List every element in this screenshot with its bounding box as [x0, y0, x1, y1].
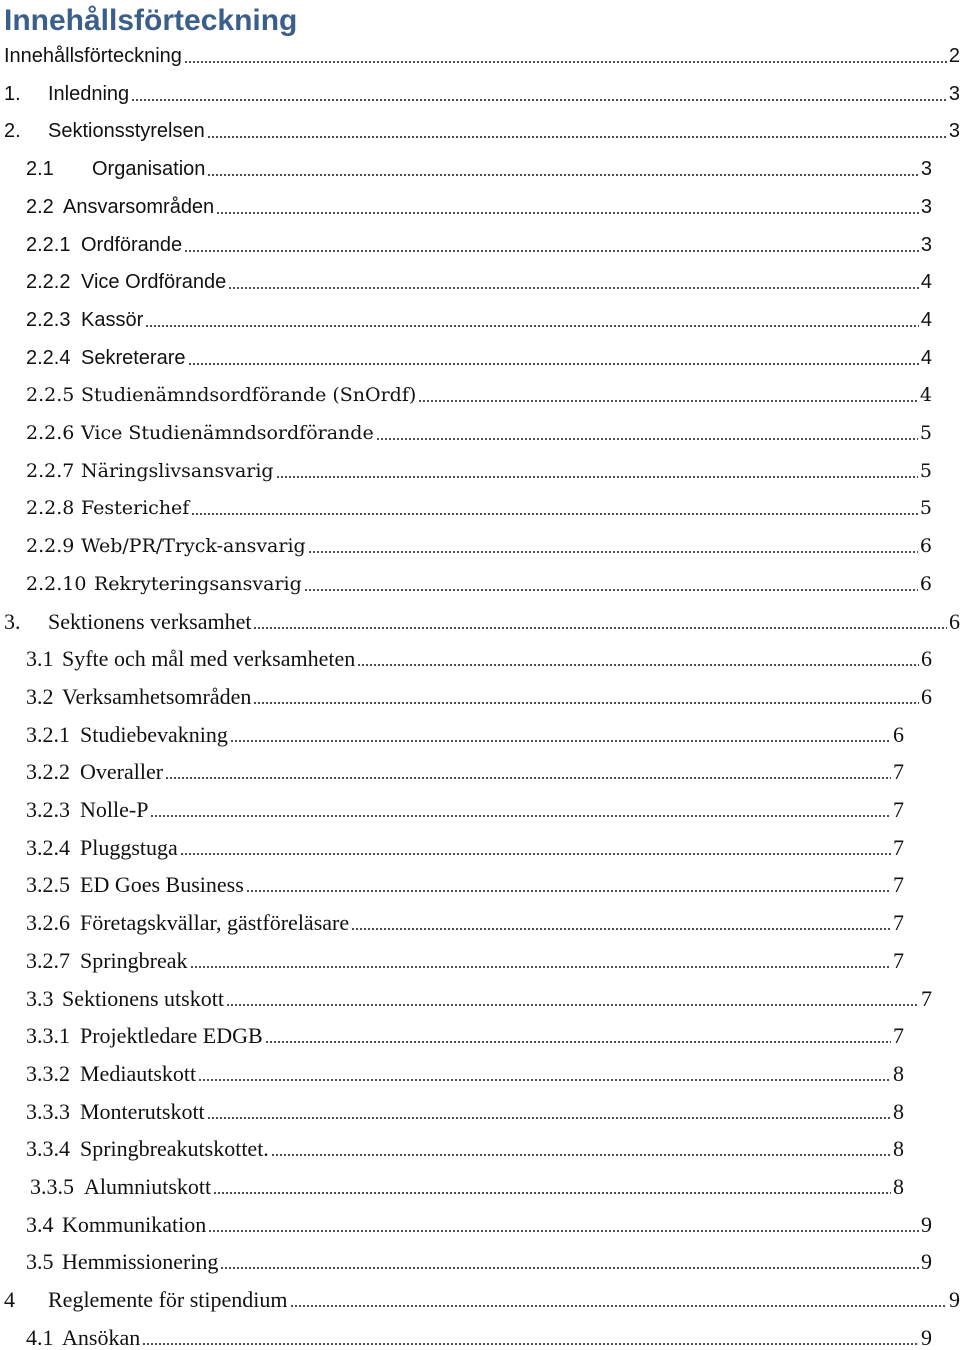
dot-leader	[304, 589, 918, 591]
toc-entry-3-2-4[interactable]	[26, 830, 904, 860]
toc-entry-number: 2.2.1	[26, 233, 71, 256]
dot-leader	[357, 664, 919, 666]
toc-entry-3-4[interactable]	[26, 1207, 932, 1237]
toc-entry-number: 2.2.4	[26, 346, 71, 369]
toc-entry-number: 3.3.4	[26, 1136, 70, 1162]
dot-leader	[131, 99, 947, 101]
toc-entry-page: 4	[920, 308, 932, 331]
toc-entry-page: 8	[893, 1174, 904, 1199]
toc-entry-label: Monterutskott	[80, 1098, 205, 1124]
dot-leader	[191, 513, 918, 515]
toc-entry-2-2-1[interactable]	[26, 227, 932, 257]
toc-entry-number: 2.2.10	[26, 572, 87, 595]
toc-entry-number: 3.2.6	[26, 910, 70, 936]
toc-entry-label: Web/PR/Tryck-ansvarig	[81, 535, 306, 558]
toc-entry-number: 3.2.4	[26, 834, 70, 860]
dot-leader	[418, 400, 918, 402]
toc-entry-2-2-6[interactable]	[26, 415, 932, 445]
dot-leader	[276, 476, 918, 478]
dot-leader	[145, 325, 919, 327]
toc-entry-page: 9	[921, 1211, 932, 1237]
toc-entry-2-2[interactable]	[26, 189, 932, 219]
toc-entry-page: 7	[893, 872, 904, 898]
toc-entry-number: 3.2.2	[26, 759, 70, 785]
toc-entry-label: Studienämndsordförande (SnOrdf)	[81, 384, 417, 407]
toc-entry-number: 3.1	[26, 646, 54, 672]
toc-entry-label: Alumniutskott	[84, 1174, 212, 1199]
toc-entry-number: 3.3.2	[26, 1060, 70, 1086]
dot-leader	[351, 928, 891, 930]
toc-entry-3-2-7[interactable]	[26, 943, 904, 973]
toc-entry-number: 3.3.1	[26, 1023, 70, 1049]
toc-entry-page: 7	[893, 1023, 904, 1049]
toc-entry-label: Ordförande	[81, 233, 183, 256]
toc-entry-page: 8	[893, 1136, 904, 1162]
toc-entry-3-2-3[interactable]	[26, 792, 904, 822]
toc-entry-2-2-7[interactable]	[26, 453, 932, 483]
toc-entry-page: 3	[948, 82, 960, 105]
toc-entry-label: Syfte och mål med verksamheten	[62, 646, 356, 672]
toc-entry-label: Näringslivsansvarig	[81, 459, 274, 482]
toc-entry-number: 3.4	[26, 1211, 54, 1237]
toc-entry-number: 2.2.5	[26, 384, 75, 407]
toc-entry-number: 3.2.5	[26, 872, 70, 898]
toc-entry-label: Sektionens utskott	[62, 985, 224, 1011]
toc-entry-number: 3.2.3	[26, 797, 70, 822]
toc-entry-label: Verksamhetsområden	[62, 683, 252, 709]
toc-entry-1[interactable]	[4, 76, 960, 106]
dot-leader	[228, 287, 919, 289]
toc-entry-number: 3.	[4, 608, 21, 634]
toc-entry-label: Springbreak	[80, 947, 188, 973]
toc-entry-number: 3.5	[26, 1249, 54, 1275]
toc-entry-page: 6	[949, 608, 960, 634]
toc-entry-page: 9	[949, 1287, 960, 1313]
dot-leader	[253, 702, 919, 704]
toc-entry-3-3-5[interactable]	[30, 1169, 904, 1199]
toc-entry-number: 2.2	[26, 195, 54, 218]
toc-entry-number: 2.2.3	[26, 308, 71, 331]
toc-entry-number: 3.2	[26, 683, 54, 709]
toc-entry-page: 6	[919, 572, 932, 595]
toc-entry-3-3[interactable]	[26, 981, 932, 1011]
dot-leader	[216, 212, 919, 214]
dot-leader	[253, 627, 947, 629]
toc-entry-3-2-5[interactable]	[26, 867, 904, 897]
toc-entry-label: Vice Studienämndsordförande	[81, 422, 374, 444]
dot-leader	[207, 174, 918, 176]
toc-entry-page: 5	[919, 422, 932, 444]
toc-entry-page: 9	[921, 1324, 932, 1350]
toc-entry-page: 6	[893, 721, 904, 747]
toc-entry-4-1[interactable]	[26, 1320, 932, 1350]
toc-entry-number: 2.1	[26, 158, 54, 181]
toc-entry-label: Rekryteringsansvarig	[94, 572, 302, 595]
toc-entry-number: 2.	[4, 120, 21, 143]
toc-entry-2-2-10[interactable]	[26, 566, 932, 596]
dot-leader	[188, 363, 919, 365]
toc-entry-label: Innehållsförteckning	[4, 45, 182, 67]
toc-entry-2-2-5[interactable]	[26, 377, 932, 407]
toc-entry-label: Kassör	[81, 308, 144, 331]
toc-entry-page: 3	[920, 195, 932, 218]
toc-entry-number: 2.2.9	[26, 535, 75, 558]
dot-leader	[190, 966, 891, 968]
toc-entry-label: Hemmissionering	[62, 1249, 219, 1275]
toc-entry-2-2-8[interactable]	[26, 490, 932, 520]
toc-entry-page: 7	[893, 834, 904, 860]
toc-entry-number: 2.2.6	[26, 422, 75, 444]
toc-entry-page: 7	[893, 797, 904, 822]
toc-entry-3-2-6[interactable]	[26, 905, 904, 935]
toc-entry-number: 3.2.7	[26, 947, 70, 973]
toc-entry-page: 4	[920, 346, 932, 369]
toc-entry-2-2-2[interactable]	[26, 264, 932, 294]
toc-entry-page: 6	[921, 646, 932, 672]
toc-entry-label: Nolle-P	[80, 797, 149, 822]
toc-entry-number: 3.3.3	[26, 1098, 70, 1124]
dot-leader	[142, 1343, 919, 1345]
toc-entry-label: Vice Ordförande	[81, 271, 227, 294]
toc-entry-page: 7	[893, 947, 904, 973]
toc-entry-number: 2.2.8	[26, 497, 75, 520]
toc-entry-3[interactable]	[4, 604, 960, 634]
dot-leader	[271, 1154, 891, 1156]
toc-entry-page: 5	[919, 497, 932, 520]
toc-entry-page: 7	[893, 759, 904, 785]
dot-leader	[376, 438, 918, 440]
toc-entry-label: Kommunikation	[62, 1211, 207, 1237]
dot-leader	[150, 815, 891, 817]
toc-entry-number: 3.3.5	[30, 1174, 74, 1199]
toc-entry-3-2-2[interactable]	[26, 754, 904, 784]
toc-entry-page: 3	[948, 120, 960, 143]
toc-entry-label: Ansökan	[62, 1324, 141, 1350]
toc-entry-4[interactable]	[4, 1282, 960, 1312]
toc-entry-2-1[interactable]	[26, 151, 932, 181]
toc-entry-page: 2	[948, 45, 960, 67]
toc-entry-page: 4	[920, 271, 932, 294]
toc-entry-number: 2.2.7	[26, 459, 75, 482]
toc-entry-page: 4	[919, 384, 932, 407]
dot-leader	[180, 853, 891, 855]
toc-entry-3-3-4[interactable]	[26, 1131, 904, 1161]
toc-entry-label: Overaller	[80, 759, 164, 785]
toc-entry-2-2-4[interactable]	[26, 340, 932, 370]
toc-entry-page: 6	[921, 683, 932, 709]
toc-entry-number: 3.2.1	[26, 721, 70, 747]
toc-entry-label: Sekreterare	[81, 346, 186, 369]
toc-entry-label: Sektionsstyrelsen	[48, 120, 205, 143]
dot-leader	[184, 61, 947, 63]
toc-title: Innehållsförteckning	[4, 4, 298, 37]
toc-entry-label: Springbreakutskottet.	[80, 1136, 269, 1162]
dot-leader	[207, 1117, 891, 1119]
toc-entry-number: 3.3	[26, 985, 54, 1011]
toc-entry-label: Reglemente för stipendium	[48, 1287, 288, 1313]
toc-entry-2[interactable]	[4, 113, 960, 143]
toc-entry-page: 8	[893, 1098, 904, 1124]
dot-leader	[207, 136, 947, 138]
toc-entry-label: Pluggstuga	[80, 834, 178, 860]
toc-entry-page: 7	[921, 985, 932, 1011]
dot-leader	[165, 777, 891, 779]
toc-entry-label: Projektledare EDGB	[80, 1023, 263, 1049]
toc-entry-page: 8	[893, 1060, 904, 1086]
dot-leader	[198, 1079, 891, 1081]
toc-entry-label: Studiebevakning	[80, 721, 228, 747]
toc-entry-number: 2.2.2	[26, 271, 71, 294]
dot-leader	[308, 551, 918, 553]
toc-entry-label: Mediautskott	[80, 1060, 197, 1086]
toc-entry-label: Festerichef	[81, 497, 190, 520]
toc-entry-label: ED Goes Business	[80, 872, 244, 898]
dot-leader	[290, 1305, 948, 1307]
toc-entry-3-3-1[interactable]	[26, 1018, 904, 1048]
dot-leader	[246, 890, 891, 892]
toc-entry-number: 4.1	[26, 1324, 54, 1350]
dot-leader	[220, 1267, 919, 1269]
toc-entry-page: 9	[921, 1249, 932, 1275]
toc-entry-page: 6	[919, 535, 932, 558]
toc-entry-3-2-1[interactable]	[26, 717, 904, 747]
dot-leader	[265, 1041, 891, 1043]
toc-entry-2-2-3[interactable]	[26, 302, 932, 332]
toc-entry-page: 3	[920, 158, 932, 181]
toc-entry-3-5[interactable]	[26, 1244, 932, 1274]
dot-leader	[226, 1004, 919, 1006]
toc-entry-label: Ansvarsområden	[63, 195, 215, 218]
dot-leader	[230, 740, 891, 742]
toc-entry-label: Organisation	[92, 158, 206, 181]
toc-entry-number: 1.	[4, 82, 21, 105]
toc-entry-page: 7	[893, 910, 904, 936]
dot-leader	[184, 250, 919, 252]
toc-entry-3-2[interactable]	[26, 679, 932, 709]
toc-entry-label: Sektionens verksamhet	[48, 608, 252, 634]
toc-entry-3-3-2[interactable]	[26, 1056, 904, 1086]
toc-entry-page: 3	[920, 233, 932, 256]
toc-entry-3-1[interactable]	[26, 641, 932, 671]
toc-entry-page: 5	[919, 459, 932, 482]
dot-leader	[213, 1192, 891, 1194]
toc-entry-number: 4	[4, 1287, 15, 1313]
toc-entry-2-2-9[interactable]	[26, 528, 932, 558]
toc-entry-3-3-3[interactable]	[26, 1094, 904, 1124]
toc-entry-innehållsförteckning[interactable]	[4, 38, 960, 68]
toc-entry-label: Företagskvällar, gästföreläsare	[80, 910, 350, 936]
toc-entry-label: Inledning	[48, 82, 130, 105]
dot-leader	[208, 1230, 919, 1232]
